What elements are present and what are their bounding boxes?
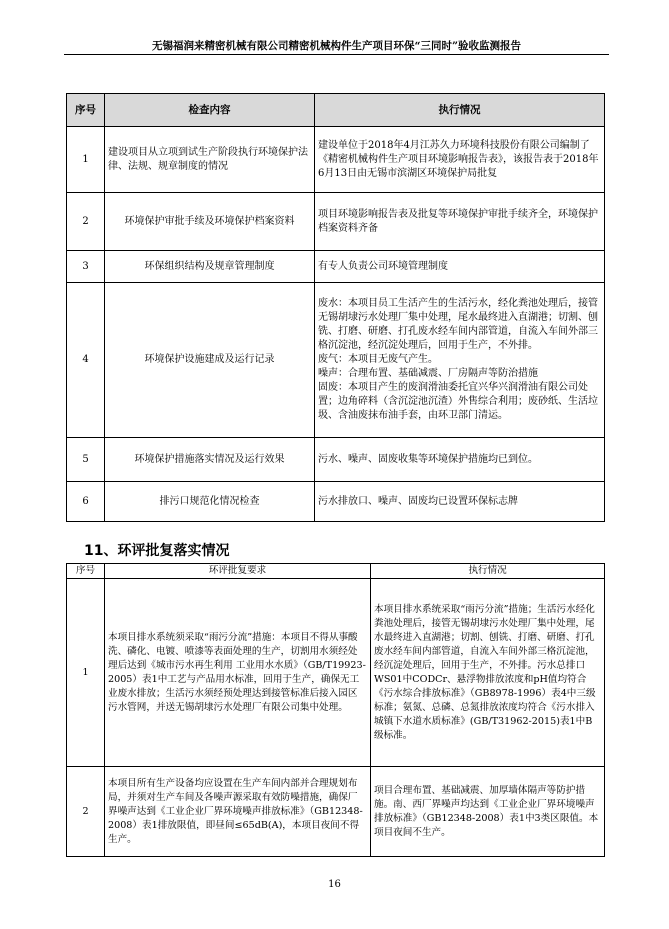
table-header-row — [67, 564, 605, 579]
row-no: 5 — [67, 438, 105, 482]
row-status: 项目环境影响报告表及批复等环境保护审批手续齐全，环境保护档案资料齐备 — [315, 193, 605, 251]
row-item: 排污口规范化情况检查 — [105, 482, 315, 522]
header-no: 序号 — [67, 94, 105, 127]
row-no: 6 — [67, 482, 105, 522]
row-status: 有专人负责公司环境管理制度 — [315, 251, 605, 283]
row-item: 建设项目从立项到试生产阶段执行环境保护法律、法规、规章制度的情况 — [105, 127, 315, 193]
page-number: 16 — [328, 879, 341, 890]
row-status-multi — [315, 283, 605, 438]
row-status: 污水排放口、噪声、固废均已设置环保标志牌 — [315, 482, 605, 522]
row-requirement: 本项目所有生产设备均应设置在生产车间内部并合理规划布局，并须对生产车间及各噪声源采取有效防噪措施，确保厂界噪声达到《工业企业厂界环境噪声排放标准》（GB12348-2008）表1排放限值，即昼间≤65dB(A)，本项目夜间不得生产。 — [105, 767, 371, 857]
row-status: 建设单位于2018年4月江苏久力环境科技股份有限公司编制了《精密机械构件生产项目环境影响报告表》，该报告表于2018年6月13日由无锡市滨湖区环境保护局批复 — [315, 127, 605, 193]
header-rule — [64, 54, 609, 55]
row-item: 环境保护措施落实情况及运行效果 — [105, 438, 315, 482]
status-exhaust: 废气：本项目无废气产生。 — [318, 354, 438, 365]
header-item: 检查内容 — [105, 94, 315, 127]
table-row — [67, 767, 605, 857]
table-row — [67, 283, 605, 438]
row-no: 1 — [67, 579, 105, 767]
row-no: 2 — [67, 193, 105, 251]
row-no: 1 — [67, 127, 105, 193]
section-title: 11、环评批复落实情况 — [84, 543, 230, 559]
row-no: 4 — [67, 283, 105, 438]
header-status: 执行情况 — [315, 94, 605, 127]
table-row — [67, 251, 605, 283]
row-status: 污水、噪声、固废收集等环境保护措施均已到位。 — [315, 438, 605, 482]
header-status: 执行情况 — [371, 564, 605, 579]
table-row — [67, 438, 605, 482]
row-item: 环境保护设施建成及运行记录 — [105, 283, 315, 438]
inspection-table — [66, 93, 605, 522]
table-row — [67, 193, 605, 251]
row-status: 项目合理布置、基础减震、加厚墙体隔声等防护措施。南、西厂界噪声均达到《工业企业厂界环境噪声排放标准》（GB12348-2008）表1中3类区限值。本项目夜间不生产。 — [371, 767, 605, 857]
table-header-row — [67, 94, 605, 127]
row-status: 本项目排水系统采取“雨污分流”措施；生活污水经化粪池处理后，接管无锡胡埭污水处理厂集中处理，尾水最终进入直湖港；切割、刨铣、打磨、研磨、打孔废水经车间内部管道，自流入车间外部三格沉淀池，经沉淀处理后，回用于生产，不外排。污水总排口WS01中CODCr、悬浮物排放浓度和pH值均符合《污水综合排放标准》（GB8978-1996）表4中三级标准；氨氮、总磷、总氮排放浓度均符合《污水排入城镇下水道水质标准》(GB/T31962-2015)表1中B级标准。 — [371, 579, 605, 767]
status-solid-waste: 固废：本项目产生的废润滑油委托宜兴华兴润滑油有限公司处置；边角碎料（含沉淀池沉渣）外售综合利用；废砂纸、生活垃圾、含油废抹布油手套，由环卫部门清运。 — [318, 382, 598, 421]
row-requirement: 本项目排水系统须采取“雨污分流”措施：本项目不得从事酸洗、磷化、电镀、喷漆等表面处理的生产，切割用水须经处理后达到《城市污水再生利用 工业用水水质》（GB/T19923-2005）表1中工艺与产品用水标准，回用于生产，确保无工业废水排放；生活污水须经预处理达到接管标准后接入园区污水管网，并送无锡胡埭污水处理厂有限公司集中处理。 — [105, 579, 371, 767]
row-no: 3 — [67, 251, 105, 283]
table-row — [67, 482, 605, 522]
status-wastewater: 废水：本项目员工生活产生的生活污水，经化粪池处理后，接管无锡胡埭污水处理厂集中处理，尾水最终进入直湖港；切割、刨铣、打磨、研磨、打孔废水经车间内部管道，自流入车间外部三格沉淀池，经沉淀处理后，回用于生产，不外排。 — [318, 298, 598, 351]
row-item: 环保组织结构及规章管理制度 — [105, 251, 315, 283]
table-row — [67, 579, 605, 767]
header-no: 序号 — [67, 564, 105, 579]
status-noise: 噪声：合理布置、基础减震、厂房隔声等防治措施 — [318, 368, 538, 379]
report-header: 无锡福润来精密机械有限公司精密机械构件生产项目环保“三同时”验收监测报告 — [151, 40, 522, 52]
header-requirement: 环评批复要求 — [105, 564, 371, 579]
row-no: 2 — [67, 767, 105, 857]
approval-table — [66, 563, 605, 857]
table-row — [67, 127, 605, 193]
row-item: 环境保护审批手续及环境保护档案资料 — [105, 193, 315, 251]
